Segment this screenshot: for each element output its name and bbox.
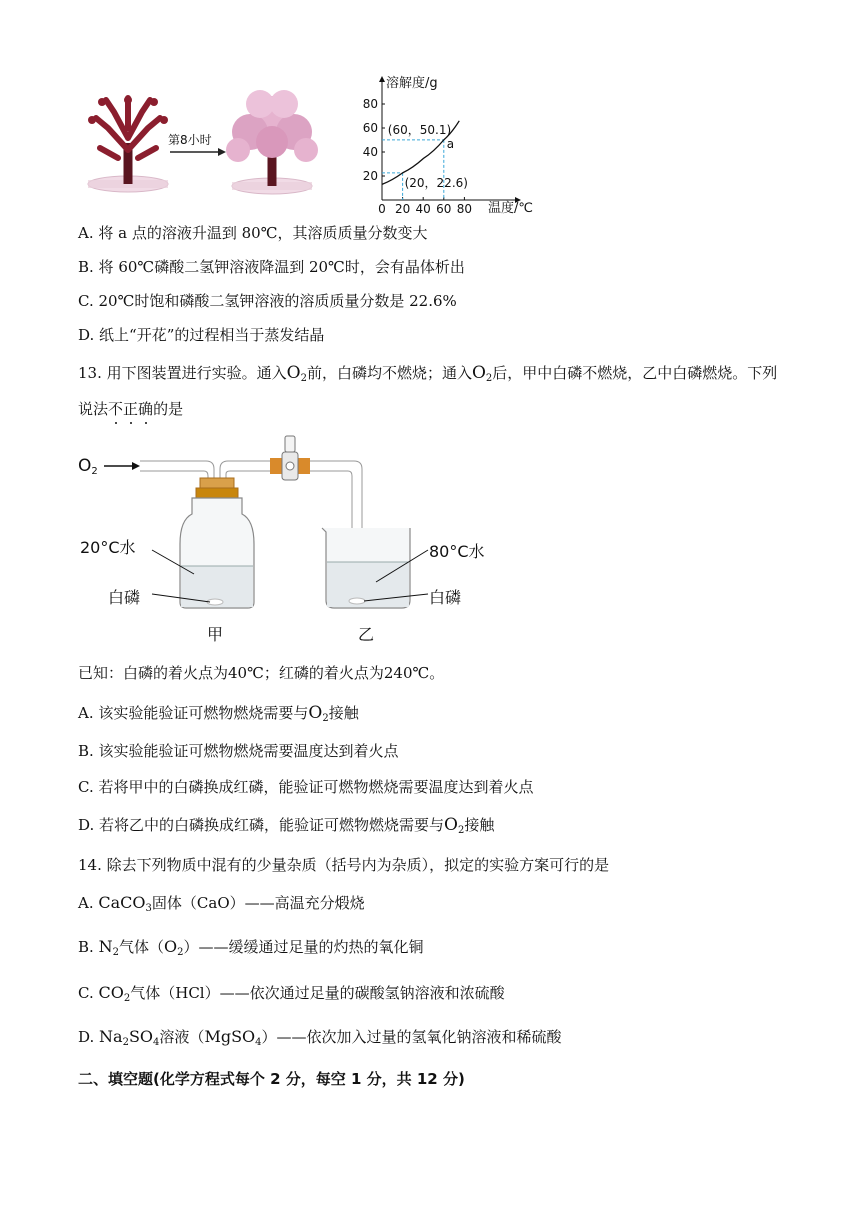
x-tick-label: 20 — [394, 202, 411, 216]
emphasis-char: 确 — [138, 400, 154, 418]
q14-option-c: C. $CO_2$气体（HCl）——依次通过足量的碳酸氢钠溶液和浓硫酸 — [78, 983, 505, 1004]
y-tick-label: 20 — [362, 169, 378, 183]
emphasis-dotted-text — [108, 400, 153, 418]
q12-option-d: D. 纸上“开花”的过程相当于蒸发结晶 — [78, 326, 325, 344]
q13-option-b: B. 该实验能验证可燃物燃烧需要温度达到着火点 — [78, 742, 399, 760]
left-phosphorus-label: 白磷 — [108, 588, 141, 607]
o2-inlet-label: $O_2$ — [78, 456, 98, 477]
q13-option-a: A. 该实验能验证可燃物燃烧需要与$O_2$接触 — [78, 703, 359, 724]
label-yi: 乙 — [358, 625, 375, 644]
right-water-label: 80°C水 — [429, 542, 485, 561]
point-a-label: a — [446, 136, 455, 151]
emphasis-char: 不 — [108, 400, 124, 418]
q14-option-d: D. $Na_2SO_4$溶液（MgSO$_4$）——依次加入过量的氢氧化钠溶液和稀硫酸 — [78, 1027, 562, 1048]
left-tree-icon — [88, 96, 168, 184]
q13-option-c: C. 若将甲中的白磷换成红磷，能验证可燃物燃烧需要温度达到着火点 — [78, 778, 534, 796]
blossom-tree-icon — [226, 90, 318, 186]
beaker-yi — [322, 528, 410, 608]
chart-x-label: 温度/℃ — [488, 201, 533, 216]
q13-stem-line1: 13. 用下图装置进行实验。通入$O_2$前，白磷均不燃烧；通入$O_2$后，甲中白磷不燃烧，乙中白磷燃烧。下列 — [78, 363, 778, 384]
point-label-60: (60，50.1) — [387, 122, 452, 137]
chart-y-label: 溶解度/g — [386, 76, 438, 91]
q13-known: 已知：白磷的着火点为40℃；红磷的着火点为240℃。 — [78, 664, 445, 682]
x-tick-label: 80 — [456, 202, 473, 216]
q14-stem: 14. 除去下列物质中混有的少量杂质（括号内为杂质），拟定的实验方案可行的是 — [78, 856, 610, 874]
arrow-label: 第8小时 — [168, 133, 212, 147]
emphasis-char: 正 — [123, 400, 139, 418]
point-label-20: (20，22.6) — [404, 175, 468, 190]
y-tick-label: 80 — [362, 97, 378, 111]
y-tick-label: 40 — [362, 145, 378, 159]
left-water-label: 20°C水 — [80, 538, 136, 557]
stopcock-valve — [270, 436, 310, 480]
q14-option-a: A. CaCO$_3$固体（CaO）——高温充分煅烧 — [78, 893, 365, 914]
section-2-heading: 二、填空题(化学方程式每个 2 分，每空 1 分，共 12 分) — [78, 1070, 465, 1088]
y-axis-arrow — [379, 76, 385, 82]
x-tick-label: 60 — [436, 202, 452, 216]
solubility-chart — [360, 72, 540, 217]
bottle-jia — [180, 478, 254, 608]
q13-stem-line2: 说法不正确的是 — [78, 400, 184, 418]
q14-option-b: B. $N_2$气体$(O_2)——$缓缓通过足量的灼热的氧化铜 — [78, 937, 424, 958]
q12-option-c: C. 20℃时饱和磷酸二氢钾溶液的溶质质量分数是 22.6% — [78, 292, 457, 310]
right-phosphorus-label: 白磷 — [429, 588, 462, 607]
y-tick-label: 60 — [362, 121, 378, 135]
x-tick-label: 40 — [415, 202, 431, 216]
label-jia: 甲 — [207, 625, 224, 644]
q12-option-b: B. 将 60℃磷酸二氢钾溶液降温到 20℃时，会有晶体析出 — [78, 258, 465, 276]
q12-option-a: A. 将 a 点的溶液升温到 80℃，其溶质质量分数变大 — [78, 224, 428, 242]
x-tick-label: 0 — [378, 202, 386, 216]
q13-option-d: D. 若将乙中的白磷换成红磷，能验证可燃物燃烧需要与$O_2$接触 — [78, 815, 495, 836]
paper-tree-figure — [78, 88, 358, 208]
